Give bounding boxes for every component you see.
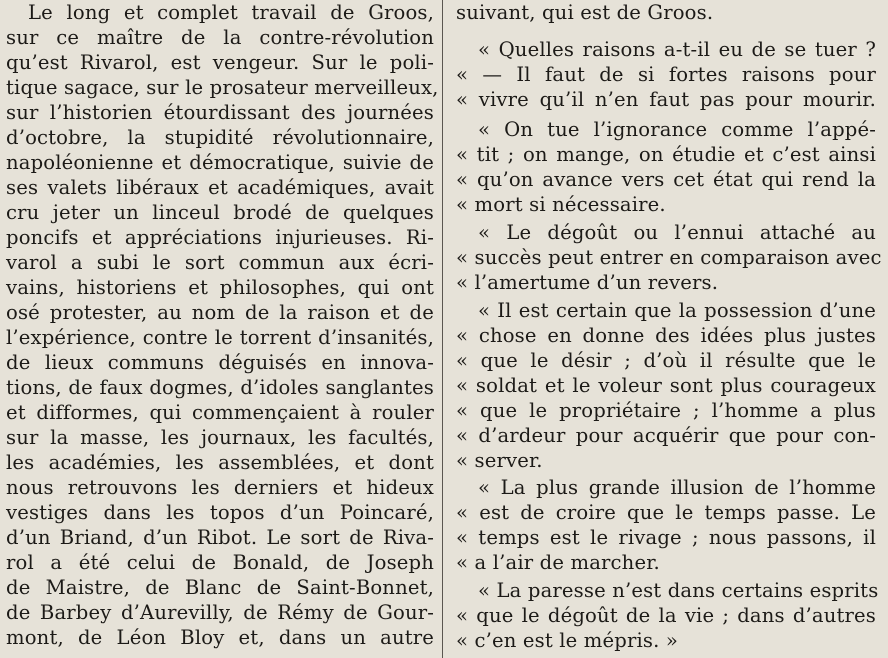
left-line: sur ce maître de la contre-révolution (6, 26, 434, 49)
right-line: « La plus grande illusion de l’homme (478, 476, 876, 499)
right-line: « vivre qu’il n’en faut pas pour mourir. (456, 88, 876, 111)
left-line: poncifs et appréciations injurieuses. Ri- (6, 226, 434, 249)
left-line: ses valets libéraux et académiques, avait (6, 176, 434, 199)
right-line: « La paresse n’est dans certains esprits (478, 579, 879, 602)
right-line: « — Il faut de si fortes raisons pour (456, 63, 876, 86)
left-line: Le long et complet travail de Groos, (28, 1, 434, 24)
right-line: « succès peut entrer en comparaison avec (456, 246, 882, 269)
right-line: « temps est le rivage ; nous passons, il (456, 526, 876, 549)
right-line: « qu’on avance vers cet état qui rend la (456, 168, 876, 191)
right-line: « que le propriétaire ; l’homme a plus (456, 399, 876, 422)
left-line: qu’est Rivarol, est vengeur. Sur le poli- (6, 51, 434, 74)
left-line: sur l’historien étourdissant des journées (6, 101, 434, 124)
right-line: « mort si nécessaire. (456, 193, 666, 216)
left-line: de Barbey d’Aurevilly, de Rémy de Gour- (6, 601, 434, 624)
left-line: de lieux communs déguisés en innova- (6, 351, 434, 374)
right-line: « c’en est le mépris. » (456, 629, 679, 652)
left-line: sur la masse, les journaux, les facultés, (6, 426, 434, 449)
left-line: d’un Briand, d’un Ribot. Le sort de Riva- (6, 526, 434, 549)
right-line: « a l’air de marcher. (456, 551, 660, 574)
right-line: « d’ardeur pour acquérir que pour con- (456, 424, 876, 447)
left-line: napoléonienne et démocratique, suivie de (6, 151, 434, 174)
column-divider (442, 0, 443, 658)
right-line: « est de croire que le temps passe. Le (456, 501, 876, 524)
left-line: mont, de Léon Bloy et, dans un autre (6, 626, 434, 649)
left-line: vains, historiens et philosophes, qui ont (6, 276, 434, 299)
left-line: cru jeter un linceul brodé de quelques (6, 201, 434, 224)
left-line: d’octobre, la stupidité révolutionnaire, (6, 126, 434, 149)
right-line: « que le désir ; d’où il résulte que le (456, 349, 876, 372)
right-line: « Le dégoût ou l’ennui attaché au (478, 221, 876, 244)
right-line: « Il est certain que la possession d’une (478, 299, 876, 322)
right-line: suivant, qui est de Groos. (456, 1, 714, 24)
left-line: osé protester, au nom de la raison et de (6, 301, 434, 324)
left-line: varol a subi le sort commun aux écri- (6, 251, 434, 274)
left-line: et difformes, qui commençaient à rouler (6, 401, 434, 424)
right-line: « server. (456, 449, 543, 472)
right-line: « l’amertume d’un revers. (456, 271, 719, 294)
left-line: vestiges dans les topos d’un Poincaré, (6, 501, 434, 524)
right-line: « Quelles raisons a-t-il eu de se tuer ? (478, 38, 876, 61)
right-line: « On tue l’ignorance comme l’appé- (478, 118, 876, 141)
right-line: « tit ; on mange, on étudie et c’est ainsi (456, 143, 876, 166)
right-line: « chose en donne des idées plus justes (456, 324, 876, 347)
left-line: rol a été celui de Bonald, de Joseph (6, 551, 434, 574)
left-line: les académies, les assemblées, et dont (6, 451, 434, 474)
left-line: de Maistre, de Blanc de Saint-Bonnet, (6, 576, 434, 599)
left-line: tique sagace, sur le prosateur merveilleux, (6, 76, 439, 99)
left-line: nous retrouvons les derniers et hideux (6, 476, 434, 499)
right-line: « que le dégoût de la vie ; dans d’autres (456, 604, 876, 627)
left-line: tions, de faux dogmes, d’idoles sanglantes (6, 376, 434, 399)
right-line: « soldat et le voleur sont plus courageux (456, 374, 876, 397)
left-line: l’expérience, contre le torrent d’insanités, (6, 326, 434, 349)
